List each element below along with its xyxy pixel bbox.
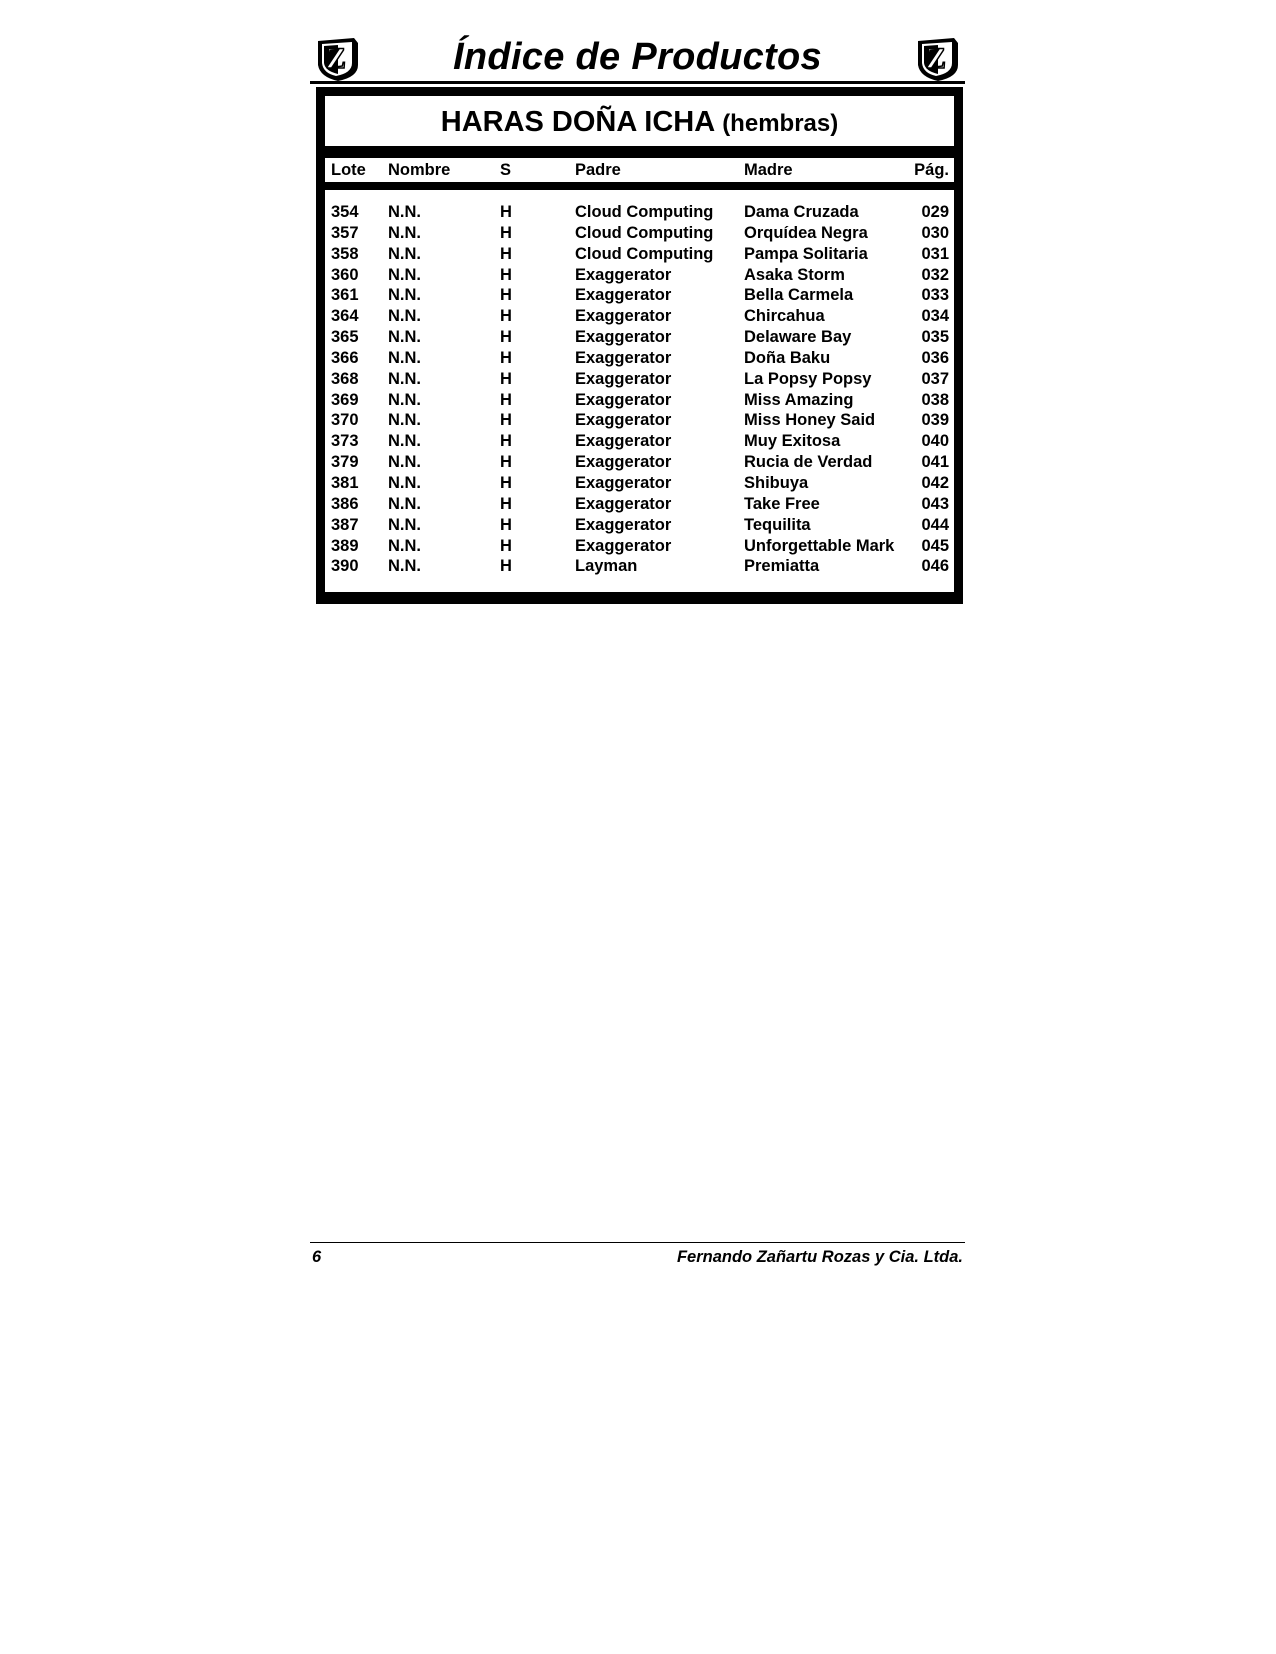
cell-madre: Muy Exitosa [744,432,841,451]
cell-sexo: H [500,390,512,409]
cell-pagina: 040 [921,432,949,451]
cell-pagina: 044 [921,515,949,534]
logo-letter: Z [325,42,347,75]
cell-lote: 366 [331,348,359,367]
cell-sexo: H [500,515,512,534]
column-header-padre: Padre [575,161,621,179]
cell-pagina: 029 [921,203,949,221]
logo-letter: Z [925,42,947,75]
table-row [325,410,954,431]
cell-madre: Miss Honey Said [744,411,876,430]
cell-lote: 360 [331,265,359,284]
cell-sexo: H [500,286,512,305]
cell-lote: 387 [331,515,359,534]
cell-lote: 390 [331,557,359,576]
cell-madre: Miss Amazing [744,390,854,409]
cell-padre: Exaggerator [575,369,672,388]
table-header-row [325,158,954,182]
cell-sexo: H [500,265,512,284]
cell-madre: Doña Baku [744,348,831,367]
cell-madre: Orquídea Negra [744,223,868,242]
cell-madre: Chircahua [744,307,825,326]
cell-pagina: 036 [921,348,949,367]
cell-nombre: N.N. [388,328,421,347]
cell-nombre: N.N. [388,390,421,409]
cell-sexo: H [500,432,512,451]
company-name: Fernando Zañartu Rozas y Cia. Ltda. [676,1248,963,1266]
cell-sexo: H [500,223,512,242]
cell-padre: Cloud Computing [575,203,714,221]
cell-padre: Exaggerator [575,411,672,430]
cell-padre: Exaggerator [575,536,672,555]
column-header-pag: Pág. [914,161,949,179]
cell-madre: Premiatta [744,557,820,576]
cell-padre: Exaggerator [575,265,672,284]
cell-padre: Exaggerator [575,453,672,472]
cell-pagina: 034 [921,307,949,326]
cell-lote: 354 [331,203,359,221]
cell-lote: 389 [331,536,359,555]
table-row [325,515,954,536]
cell-pagina: 031 [921,244,949,263]
cell-padre: Exaggerator [575,515,672,534]
cell-sexo: H [500,473,512,492]
cell-lote: 368 [331,369,359,388]
cell-nombre: N.N. [388,244,421,263]
cell-padre: Exaggerator [575,328,672,347]
table-row [325,536,954,557]
cell-lote: 364 [331,307,359,326]
cell-lote: 358 [331,244,359,263]
cell-padre: Exaggerator [575,473,672,492]
section-title [325,105,954,141]
cell-madre: Dama Cruzada [744,203,859,221]
page-header [310,33,965,83]
cell-padre: Cloud Computing [575,244,714,263]
table-row [325,348,954,369]
column-header-madre: Madre [744,161,793,179]
cell-lote: 369 [331,390,359,409]
cell-sexo: H [500,328,512,347]
cell-nombre: N.N. [388,536,421,555]
table-row [325,265,954,286]
table-row [325,285,954,306]
table-row [325,556,954,577]
cell-padre: Exaggerator [575,494,672,513]
cell-pagina: 032 [921,265,949,284]
section-title-panel [325,96,954,146]
cell-madre: Pampa Solitaria [744,244,868,263]
cell-madre: Shibuya [744,473,809,492]
table-row [325,473,954,494]
cell-padre: Cloud Computing [575,223,714,242]
cell-madre: Bella Carmela [744,286,854,305]
cell-nombre: N.N. [388,557,421,576]
cell-pagina: 030 [921,223,949,242]
cell-padre: Layman [575,557,638,576]
cell-nombre: N.N. [388,432,421,451]
cell-nombre: N.N. [388,411,421,430]
cell-madre: Rucia de Verdad [744,453,873,472]
cell-nombre: N.N. [388,494,421,513]
cell-madre: Tequilita [744,515,811,534]
cell-pagina: 038 [921,390,949,409]
cell-nombre: N.N. [388,286,421,305]
cell-sexo: H [500,307,512,326]
cell-padre: Exaggerator [575,307,672,326]
cell-pagina: 035 [921,328,949,347]
index-frame [316,87,963,604]
table-row [325,431,954,452]
cell-madre: Asaka Storm [744,265,845,284]
cell-sexo: H [500,203,512,221]
page-footer [312,1246,963,1268]
shield-logo-icon [914,35,962,83]
cell-nombre: N.N. [388,473,421,492]
column-header-lote: Lote [331,161,366,179]
cell-pagina: 041 [921,453,949,472]
table-row [325,494,954,515]
cell-madre: Delaware Bay [744,328,852,347]
cell-lote: 381 [331,473,359,492]
cell-madre: La Popsy Popsy [744,369,872,388]
cell-padre: Exaggerator [575,286,672,305]
table-row [325,223,954,244]
cell-pagina: 046 [921,557,949,576]
cell-nombre: N.N. [388,515,421,534]
table-row [325,202,954,223]
cell-lote: 379 [331,453,359,472]
table-row [325,452,954,473]
cell-pagina: 043 [921,494,949,513]
cell-lote: 386 [331,494,359,513]
cell-lote: 370 [331,411,359,430]
column-header-s: S [500,161,512,179]
table-body-panel [325,190,954,592]
cell-sexo: H [500,411,512,430]
table-row [325,390,954,411]
cell-sexo: H [500,557,512,576]
cell-padre: Exaggerator [575,390,672,409]
cell-sexo: H [500,244,512,263]
cell-nombre: N.N. [388,223,421,242]
cell-pagina: 039 [921,411,949,430]
table-row [325,306,954,327]
table-row [325,244,954,265]
cell-nombre: N.N. [388,307,421,326]
cell-nombre: N.N. [388,453,421,472]
cell-nombre: N.N. [388,369,421,388]
cell-pagina: 037 [921,369,949,388]
page-title: Índice de Productos [453,36,822,78]
cell-sexo: H [500,369,512,388]
section-title-main: HARAS DOÑA ICHA [440,106,715,138]
cell-sexo: H [500,536,512,555]
section-title-subtitle: (hembras) [722,110,839,137]
cell-sexo: H [500,348,512,367]
page-number: 6 [312,1248,322,1266]
cell-lote: 373 [331,432,359,451]
cell-lote: 357 [331,223,359,242]
cell-lote: 361 [331,286,359,305]
cell-madre: Unforgettable Mark [744,536,895,555]
column-header-panel [325,158,954,182]
cell-pagina: 033 [921,286,949,305]
cell-pagina: 042 [921,473,949,492]
column-header-nombre: Nombre [388,161,451,179]
cell-pagina: 045 [921,536,949,555]
cell-nombre: N.N. [388,348,421,367]
cell-madre: Take Free [744,494,820,513]
cell-lote: 365 [331,328,359,347]
cell-padre: Exaggerator [575,432,672,451]
table-row [325,369,954,390]
company-logo-icon [914,35,962,83]
header-divider [310,81,965,84]
cell-sexo: H [500,453,512,472]
table-body [325,202,954,577]
table-row [325,327,954,348]
cell-nombre: N.N. [388,265,421,284]
cell-padre: Exaggerator [575,348,672,367]
cell-nombre: N.N. [388,203,421,221]
cell-sexo: H [500,494,512,513]
footer-divider [310,1242,965,1243]
